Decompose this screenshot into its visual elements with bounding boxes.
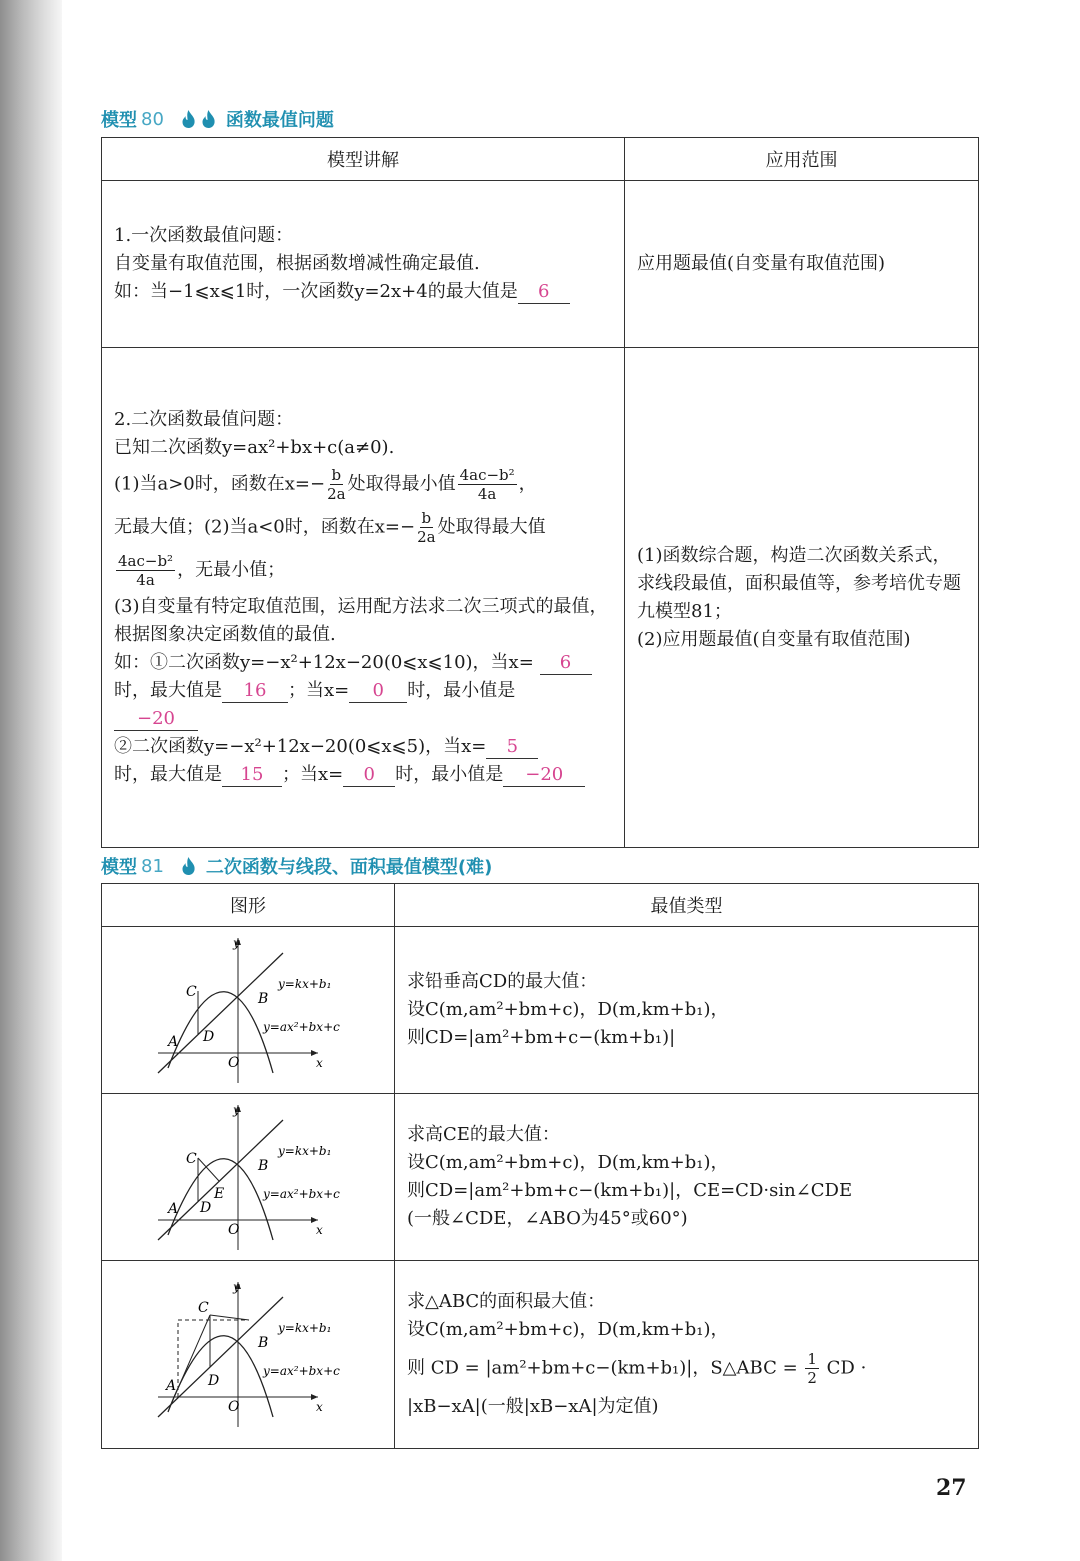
row2-scope bbox=[625, 348, 979, 848]
denominator: 2a bbox=[417, 528, 436, 546]
ex1-t2: ；当x= bbox=[288, 680, 350, 701]
case2-mid: 处取得最大值 bbox=[437, 516, 546, 538]
ex2-text: ②二次函数y=−x²+12x−20(0⩽x⩽5)，当x= bbox=[114, 736, 487, 757]
numerator: 4ac−b² bbox=[118, 552, 174, 570]
col-header-figure: 图形 bbox=[102, 884, 395, 927]
answer-blank: 5 bbox=[486, 736, 538, 759]
y-axis-label: y bbox=[233, 1102, 240, 1117]
type3-line2: 设C(m,am²+bm+c)，D(m,km+b₁)， bbox=[407, 1319, 729, 1340]
point-c-label: C bbox=[198, 1300, 209, 1316]
x-axis-label: x bbox=[316, 1055, 323, 1070]
type2-line3: 则CD=|am²+bm+c−(km+b₁)|，CE=CD·sin∠CDE bbox=[407, 1180, 853, 1201]
parabola-line-figure bbox=[148, 933, 348, 1083]
type1-line3: 则CD=|am²+bm+c−(km+b₁)| bbox=[407, 1027, 676, 1048]
row2-example1 bbox=[114, 649, 612, 733]
type2-line2: 设C(m,am²+bm+c)，D(m,km+b₁)， bbox=[407, 1152, 729, 1173]
y-axis-label: y bbox=[233, 935, 240, 950]
row2-explanation bbox=[102, 348, 625, 848]
ex2-t3: 时，最小值是 bbox=[395, 764, 504, 785]
answer-blank: −20 bbox=[503, 764, 585, 787]
point-d-label: D bbox=[208, 1373, 220, 1389]
model-label: 模型 bbox=[101, 857, 137, 878]
model-80-table bbox=[101, 137, 979, 848]
type-cell-1 bbox=[395, 927, 979, 1094]
model-80-heading bbox=[101, 105, 334, 133]
point-b-label: B bbox=[258, 990, 269, 1007]
type2-line4: (一般∠CDE，∠ABO为45°或60°) bbox=[407, 1208, 688, 1229]
ex2-t2: ；当x= bbox=[282, 764, 344, 785]
ex1-text: 如：①二次函数y=−x²+12x−20(0⩽x⩽10)，当x= bbox=[114, 652, 534, 673]
fire-icon bbox=[180, 109, 197, 129]
point-c-label: C bbox=[186, 983, 197, 1000]
numerator: 4ac−b² bbox=[459, 466, 515, 484]
figure-cell-2 bbox=[102, 1094, 395, 1261]
denominator: 4a bbox=[136, 571, 155, 589]
point-d-label: D bbox=[203, 1028, 215, 1045]
row1-scope-text: 应用题最值(自变量有取值范围) bbox=[637, 253, 886, 274]
fraction bbox=[327, 466, 346, 503]
row2-case2 bbox=[114, 509, 612, 546]
point-c-label: C bbox=[186, 1150, 197, 1167]
answer-blank: 0 bbox=[349, 680, 407, 703]
point-e-label: E bbox=[214, 1185, 225, 1202]
answer-blank: −20 bbox=[114, 708, 198, 731]
parabola-line-figure bbox=[148, 1100, 348, 1250]
point-a-label: A bbox=[166, 1378, 177, 1394]
row2-heading: 2.二次函数最值问题： bbox=[114, 409, 294, 430]
case1-mid: 处取得最小值 bbox=[347, 473, 456, 495]
fire-icon bbox=[200, 109, 217, 129]
y-axis-label: y bbox=[233, 1280, 240, 1294]
row2-line1: 已知二次函数y=ax²+bx+c(a≠0). bbox=[114, 437, 395, 458]
model-81-table bbox=[101, 883, 979, 1449]
row2-case3: (3)自变量有特定取值范围，运用配方法求二次三项式的最值，根据图象决定函数值的最值. bbox=[114, 596, 608, 645]
case2-end: ，无最小值； bbox=[177, 559, 286, 581]
page-number: 27 bbox=[936, 1475, 967, 1501]
line-label: y=kx+b₁ bbox=[278, 1321, 332, 1335]
col-header-explanation: 模型讲解 bbox=[102, 138, 625, 181]
numerator: 1 bbox=[807, 1350, 817, 1368]
denominator: 2 bbox=[807, 1369, 817, 1387]
row2-scope2: (2)应用题最值(自变量有取值范围) bbox=[637, 628, 911, 650]
line-label: y=kx+b₁ bbox=[278, 976, 332, 991]
case1-text: (1)当a>0时，函数在x=− bbox=[114, 473, 326, 495]
case2-text: 无最大值；(2)当a<0时，函数在x=− bbox=[114, 516, 416, 538]
fraction bbox=[417, 509, 436, 546]
row2-case2b bbox=[114, 552, 612, 589]
col-header-type: 最值类型 bbox=[395, 884, 979, 927]
type3-line3-b: CD · bbox=[820, 1357, 867, 1379]
origin-label: O bbox=[228, 1399, 240, 1415]
parabola-label: y=ax²+bx+c bbox=[263, 1364, 340, 1378]
point-b-label: B bbox=[258, 1157, 269, 1174]
line-label: y=kx+b₁ bbox=[278, 1143, 332, 1158]
type2-line1: 求高CE的最大值： bbox=[407, 1124, 560, 1145]
row2-case1 bbox=[114, 466, 612, 503]
row1-line1: 自变量有取值范围，根据函数增减性确定最值. bbox=[114, 253, 480, 274]
type3-line3 bbox=[407, 1350, 966, 1387]
row1-scope bbox=[625, 181, 979, 348]
figure-cell-1 bbox=[102, 927, 395, 1094]
parabola-line-figure bbox=[148, 1277, 348, 1427]
ex1-t3: 时，最小值是 bbox=[407, 680, 516, 701]
type1-line2: 设C(m,am²+bm+c)，D(m,km+b₁)， bbox=[407, 999, 729, 1020]
row2-scope1: (1)函数综合题，构造二次函数关系式，求线段最值，面积最值等，参考培优专题九模型81； bbox=[637, 544, 961, 622]
row2-example2 bbox=[114, 733, 612, 789]
row1-explanation bbox=[102, 181, 625, 348]
numerator: b bbox=[421, 509, 432, 527]
denominator: 2a bbox=[327, 485, 346, 503]
x-axis-label: x bbox=[316, 1400, 323, 1414]
answer-blank: 0 bbox=[343, 764, 395, 787]
model-number: 80 bbox=[141, 108, 164, 130]
figure-cell-3 bbox=[102, 1261, 395, 1449]
col-header-scope: 应用范围 bbox=[625, 138, 979, 181]
type1-line1: 求铅垂高CD的最大值： bbox=[407, 971, 598, 992]
type-cell-2 bbox=[395, 1094, 979, 1261]
row1-example bbox=[114, 278, 612, 306]
denominator: 4a bbox=[477, 485, 497, 503]
answer-blank: 6 bbox=[518, 281, 570, 304]
point-a-label: A bbox=[168, 1200, 179, 1217]
origin-label: O bbox=[228, 1221, 240, 1238]
type-cell-3 bbox=[395, 1261, 979, 1449]
fraction bbox=[116, 552, 175, 589]
point-d-label: D bbox=[200, 1199, 212, 1216]
answer-blank: 6 bbox=[540, 652, 592, 675]
model-title: 函数最值问题 bbox=[225, 110, 334, 131]
model-label: 模型 bbox=[101, 110, 137, 131]
model-number: 81 bbox=[141, 855, 164, 877]
book-spine-shadow bbox=[0, 0, 62, 1561]
answer-blank: 15 bbox=[222, 764, 282, 787]
fraction bbox=[805, 1350, 819, 1387]
type3-line1: 求△ABC的面积最大值： bbox=[407, 1291, 606, 1312]
row1-heading: 1.一次函数最值问题： bbox=[114, 225, 294, 246]
case1-end: ， bbox=[518, 473, 537, 495]
numerator: b bbox=[331, 466, 342, 484]
point-a-label: A bbox=[168, 1033, 179, 1050]
point-b-label: B bbox=[258, 1335, 269, 1351]
type3-line3-a: 则 CD = |am²+bm+c−(km+b₁)|，S△ABC = bbox=[407, 1357, 804, 1379]
parabola-label: y=ax²+bx+c bbox=[263, 1186, 340, 1201]
ex2-t1: 时，最大值是 bbox=[114, 764, 222, 785]
ex1-t1: 时，最大值是 bbox=[114, 680, 222, 701]
answer-blank: 16 bbox=[222, 680, 288, 703]
model-title: 二次函数与线段、面积最值模型(难) bbox=[205, 857, 493, 878]
model-81-heading bbox=[101, 852, 492, 880]
example-text: 如：当−1⩽x⩽1时，一次函数y=2x+4的最大值是 bbox=[114, 281, 518, 302]
fire-icon bbox=[180, 856, 197, 876]
origin-label: O bbox=[228, 1054, 240, 1071]
x-axis-label: x bbox=[316, 1222, 323, 1237]
parabola-label: y=ax²+bx+c bbox=[263, 1019, 340, 1034]
type3-line4: |xB−xA|(一般|xB−xA|为定值) bbox=[407, 1396, 659, 1417]
fraction bbox=[458, 466, 517, 503]
